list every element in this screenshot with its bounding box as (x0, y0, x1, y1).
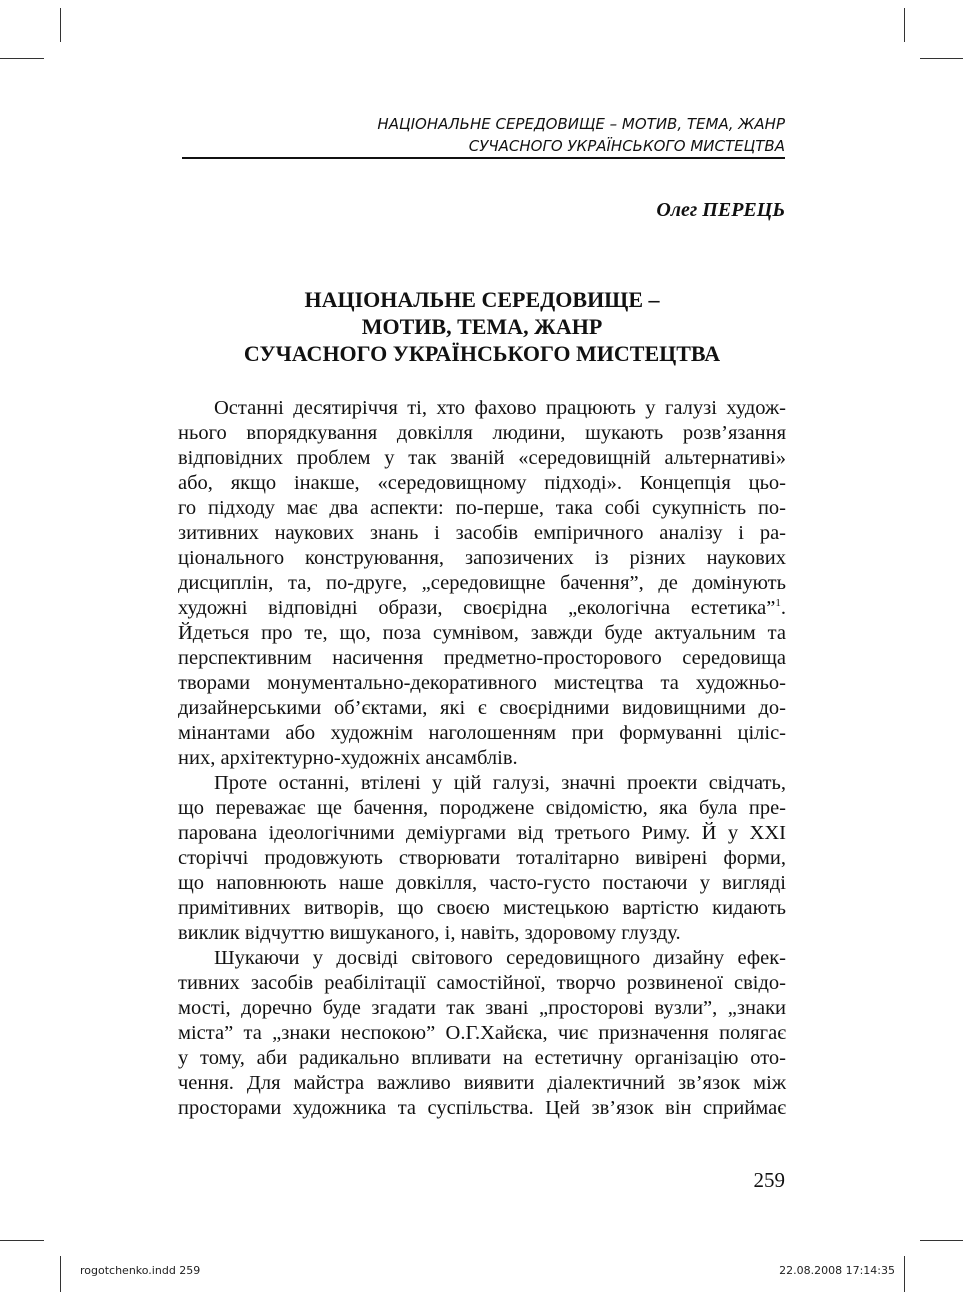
text-line: перспективним насичення предметно-просторового середовища (178, 647, 786, 669)
crop-mark (0, 58, 44, 59)
text-line: парована ідеологічними деміургами від третього Риму. Й у ХХІ (178, 822, 786, 844)
text-line: Йдеться про те, що, поза сумнівом, завжди буде актуальним та (178, 622, 786, 644)
slug-filename: rogotchenko.indd 259 (80, 1264, 201, 1277)
page-number: 259 (753, 1168, 785, 1192)
text-line: відповідних проблем у так званій «середовищній альтернативі» (178, 447, 786, 469)
text-fragment: художні відповідні образи, своєрідна „екологічна естетика” (178, 597, 776, 619)
text-line: виклик відчуттю вишуканого, і, навіть, здоровому глузду. (178, 922, 681, 944)
crop-mark (60, 8, 61, 42)
paragraph-2 (178, 771, 786, 946)
text-line-with-footnote (178, 596, 786, 621)
crop-mark (920, 1240, 963, 1241)
text-fragment: . (780, 597, 786, 619)
crop-mark (920, 58, 963, 59)
text-line: дизайнерськими об’єктами, які є своєрідними видовищними до- (178, 697, 786, 719)
text-line: творами монументально-декоративного мистецтва та художньо- (178, 672, 786, 694)
slug-timestamp: 22.08.2008 17:14:35 (779, 1264, 895, 1277)
text-line: мості, доречно буде згадати так звані „просторові вузли”, „знаки (178, 997, 786, 1019)
crop-mark (60, 1256, 61, 1292)
title-line: СУЧАСНОГО УКРАЇНСЬКОГО МИСТЕЦТВА (243, 341, 721, 366)
text-line: Проте останні, втілені у цій галузі, значні проекти свідчать, (214, 772, 786, 794)
text-line: Шукаючи у досвіді світового середовищного дизайну ефек- (214, 947, 786, 969)
paragraph-3 (178, 946, 786, 1121)
running-head (185, 113, 785, 157)
crop-mark (904, 8, 905, 42)
text-line: міста” та „знаки неспокою” О.Г.Хайєка, чиє призначення полягає (178, 1022, 786, 1044)
text-line: го підходу має два аспекти: по-перше, така собі сукупність по- (178, 497, 786, 519)
text-line: у тому, аби радикально впливати на естетичну організацію ото- (178, 1047, 786, 1069)
title-line: НАЦІОНАЛЬНЕ СЕРЕДОВИЩЕ – (304, 287, 660, 312)
text-line: що переважає ще бачення, породжене свідомістю, яка була пре- (178, 797, 786, 819)
text-line: зитивних наукових знань і засобів емпіричного аналізу і ра- (178, 522, 786, 544)
article-title (178, 286, 786, 367)
text-line: сторіччі продовжують створювати тоталітарно вивірені форми, (178, 847, 786, 869)
text-line: примітивних витворів, що своєю мистецькою вартістю кидають (178, 897, 786, 919)
text-line: просторами художника та суспільства. Цей зв’язок він сприймає (178, 1097, 786, 1119)
text-line: тивних засобів реабілітації самостійної, творчо розвиненої свідо- (178, 972, 786, 994)
paragraph-1 (178, 396, 786, 771)
text-line: мінантами або художнім наголошенням при формуванні ціліс- (178, 722, 786, 744)
author-name: Олег ПЕРЕЦЬ (656, 199, 785, 221)
footnote-ref: 1 (775, 597, 781, 610)
header-rule (182, 157, 785, 159)
text-line: чення. Для майстра важливо виявити діалектичний зв’язок між (178, 1072, 786, 1094)
text-line: що наповнюють наше довкілля, часто-густо постаючи у вигляді (178, 872, 786, 894)
text-line: дисциплін, та, по-друге, „середовищне бачення”, де домінують (178, 572, 786, 594)
title-line: МОТИВ, ТЕМА, ЖАНР (361, 314, 603, 339)
text-line: ціонального конструювання, запозичених із різних наукових (178, 547, 786, 569)
text-line: нього впорядкування довкілля людини, шукають розв’язання (178, 422, 786, 444)
crop-mark (904, 1256, 905, 1292)
text-line: або, якщо інакше, «середовищному підході». Концепція цьо- (178, 472, 786, 494)
article-body (178, 396, 786, 1121)
text-line: них, архітектурно-художніх ансамблів. (178, 747, 518, 769)
running-head-line: НАЦІОНАЛЬНЕ СЕРЕДОВИЩЕ – МОТИВ, ТЕМА, ЖАНР (377, 115, 785, 133)
crop-mark (0, 1240, 44, 1241)
running-head-line: СУЧАСНОГО УКРАЇНСЬКОГО МИСТЕЦТВА (468, 137, 785, 155)
text-line: Останні десятиріччя ті, хто фахово працюють у галузі худож- (214, 397, 786, 419)
